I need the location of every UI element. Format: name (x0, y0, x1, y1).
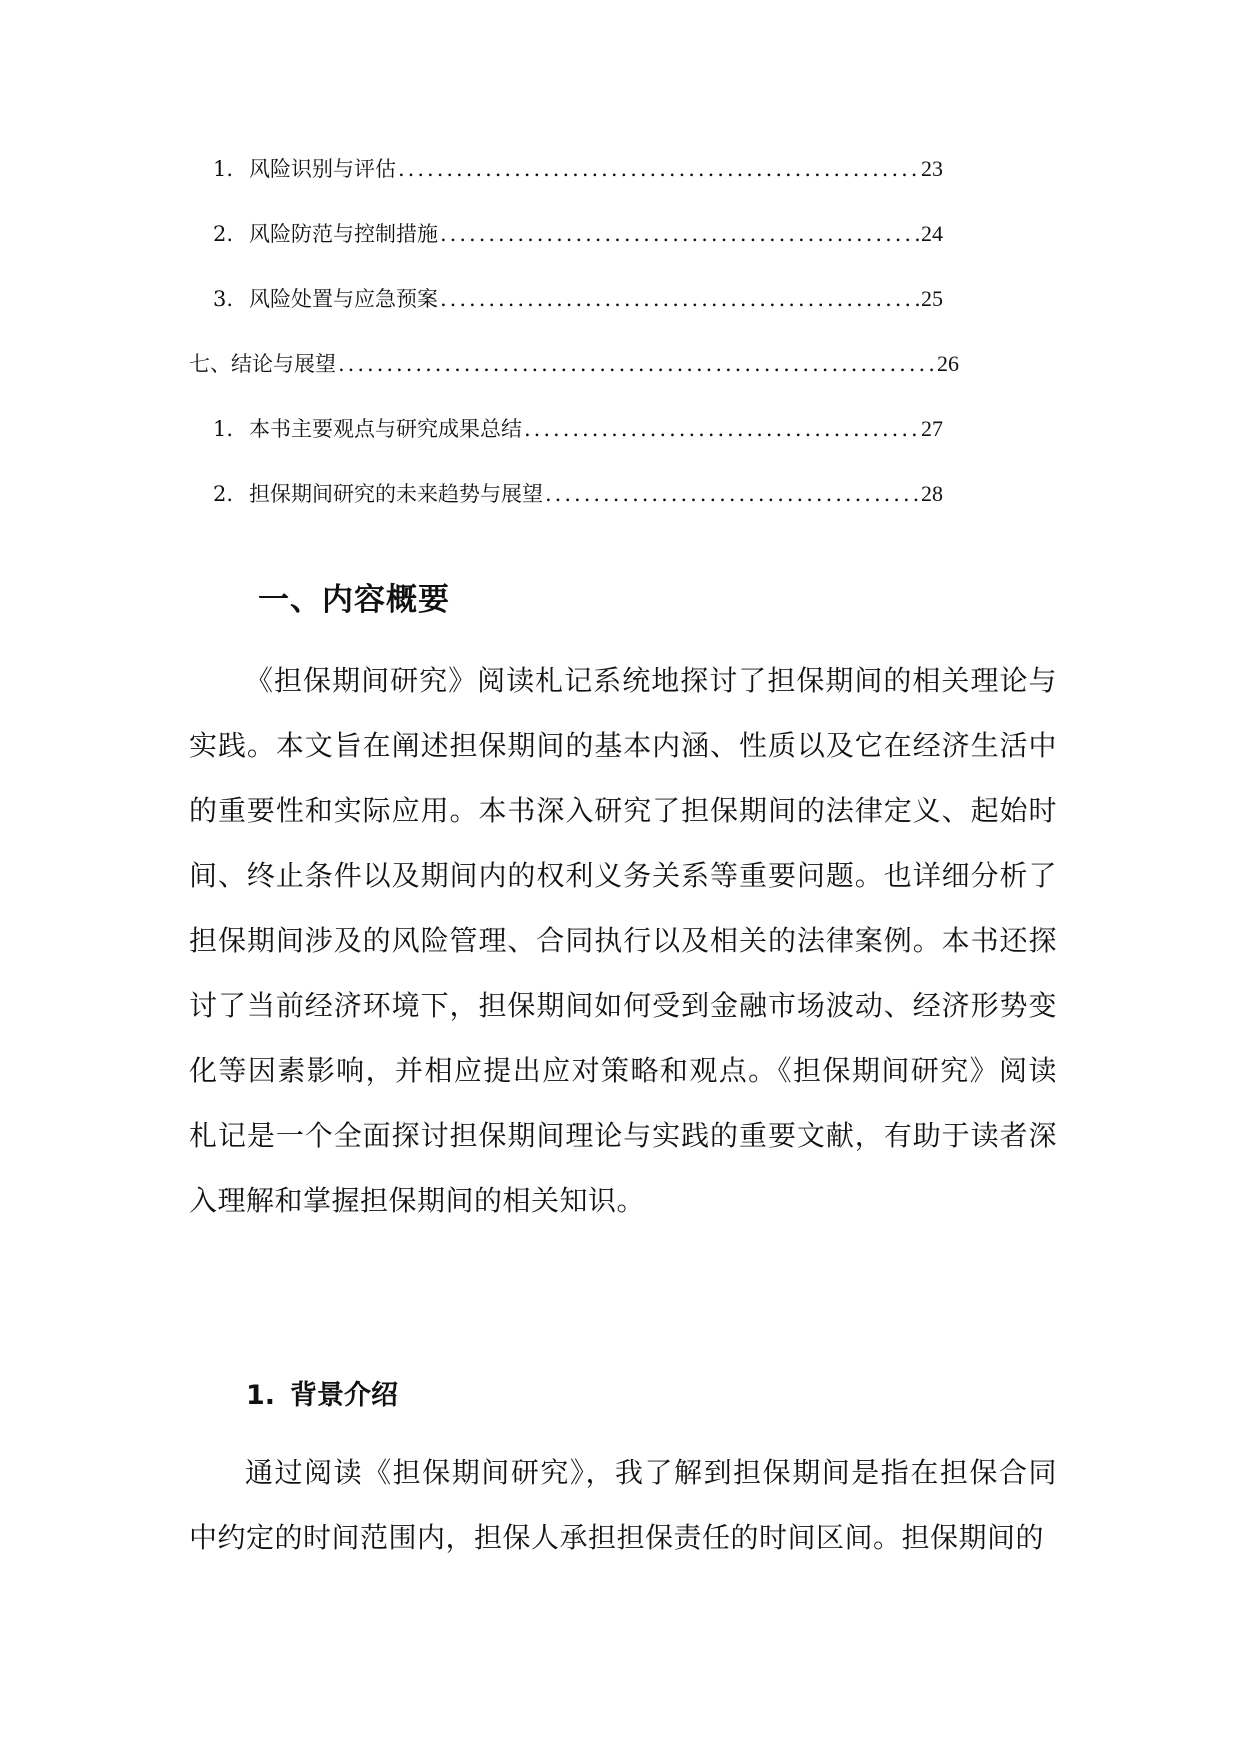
toc-entry[interactable] (213, 153, 943, 183)
toc-entry-title: 七、结论与展望 (189, 352, 336, 376)
toc-entry[interactable] (213, 413, 943, 443)
toc-leader-dots (440, 222, 919, 246)
toc-entry[interactable] (213, 218, 943, 248)
toc-entry-title: 本书主要观点与研究成果总结 (249, 417, 522, 441)
toc-leader-dots (440, 287, 919, 311)
subsection-number: 1. (246, 1380, 276, 1411)
toc-entry-title: 风险处置与应急预案 (249, 287, 438, 311)
toc-entry-page: 24 (921, 221, 943, 246)
toc-leader-dots (524, 417, 919, 441)
toc-entry[interactable] (213, 283, 943, 313)
toc-entry-page: 26 (937, 351, 959, 376)
toc-entry-page: 28 (921, 481, 943, 506)
toc-entry-chapter[interactable] (189, 348, 959, 378)
toc-entry-title: 风险识别与评估 (249, 157, 396, 181)
subsection-title: 背景介绍 (290, 1380, 398, 1411)
toc-entry-number: 2. (213, 482, 234, 506)
subsection-heading (246, 1373, 398, 1412)
toc-entry-number: 1. (213, 157, 234, 181)
toc-entry-title: 风险防范与控制措施 (249, 222, 438, 246)
toc-entry-number: 1. (213, 417, 234, 441)
section-paragraph: 《担保期间研究》阅读札记系统地探讨了担保期间的相关理论与实践。本文旨在阐述担保期间的基本内涵、性质以及它在经济生活中的重要性和实际应用。本书深入研究了担保期间的法律定义、起始时间、终止条件以及期间内的权利义务关系等重要问题。也详细分析了担保期间涉及的风险管理、合同执行以及相关的法律案例。本书还探讨了当前经济环境下，担保期间如何受到金融市场波动、经济形势变化等因素影响，并相应提出应对策略和观点。《担保期间研究》阅读札记是一个全面探讨担保期间理论与实践的重要文献，有助于读者深入理解和掌握担保期间的相关知识。 (189, 664, 1057, 1217)
toc-entry-page: 27 (921, 416, 943, 441)
toc-entry[interactable] (213, 478, 943, 508)
section-heading: 一、内容概要 (258, 582, 450, 618)
toc-entry-page: 23 (921, 156, 943, 181)
toc-entry-number: 2. (213, 222, 234, 246)
toc-entry-number: 3. (213, 287, 234, 311)
subsection-paragraph: 通过阅读《担保期间研究》，我了解到担保期间是指在担保合同中约定的时间范围内，担保人承担担保责任的时间区间。担保期间的 (189, 1456, 1057, 1554)
toc-leader-dots (398, 157, 919, 181)
toc-leader-dots (338, 352, 935, 376)
toc-entry-page: 25 (921, 286, 943, 311)
toc-leader-dots (545, 482, 919, 506)
toc-entry-title: 担保期间研究的未来趋势与展望 (249, 482, 543, 506)
